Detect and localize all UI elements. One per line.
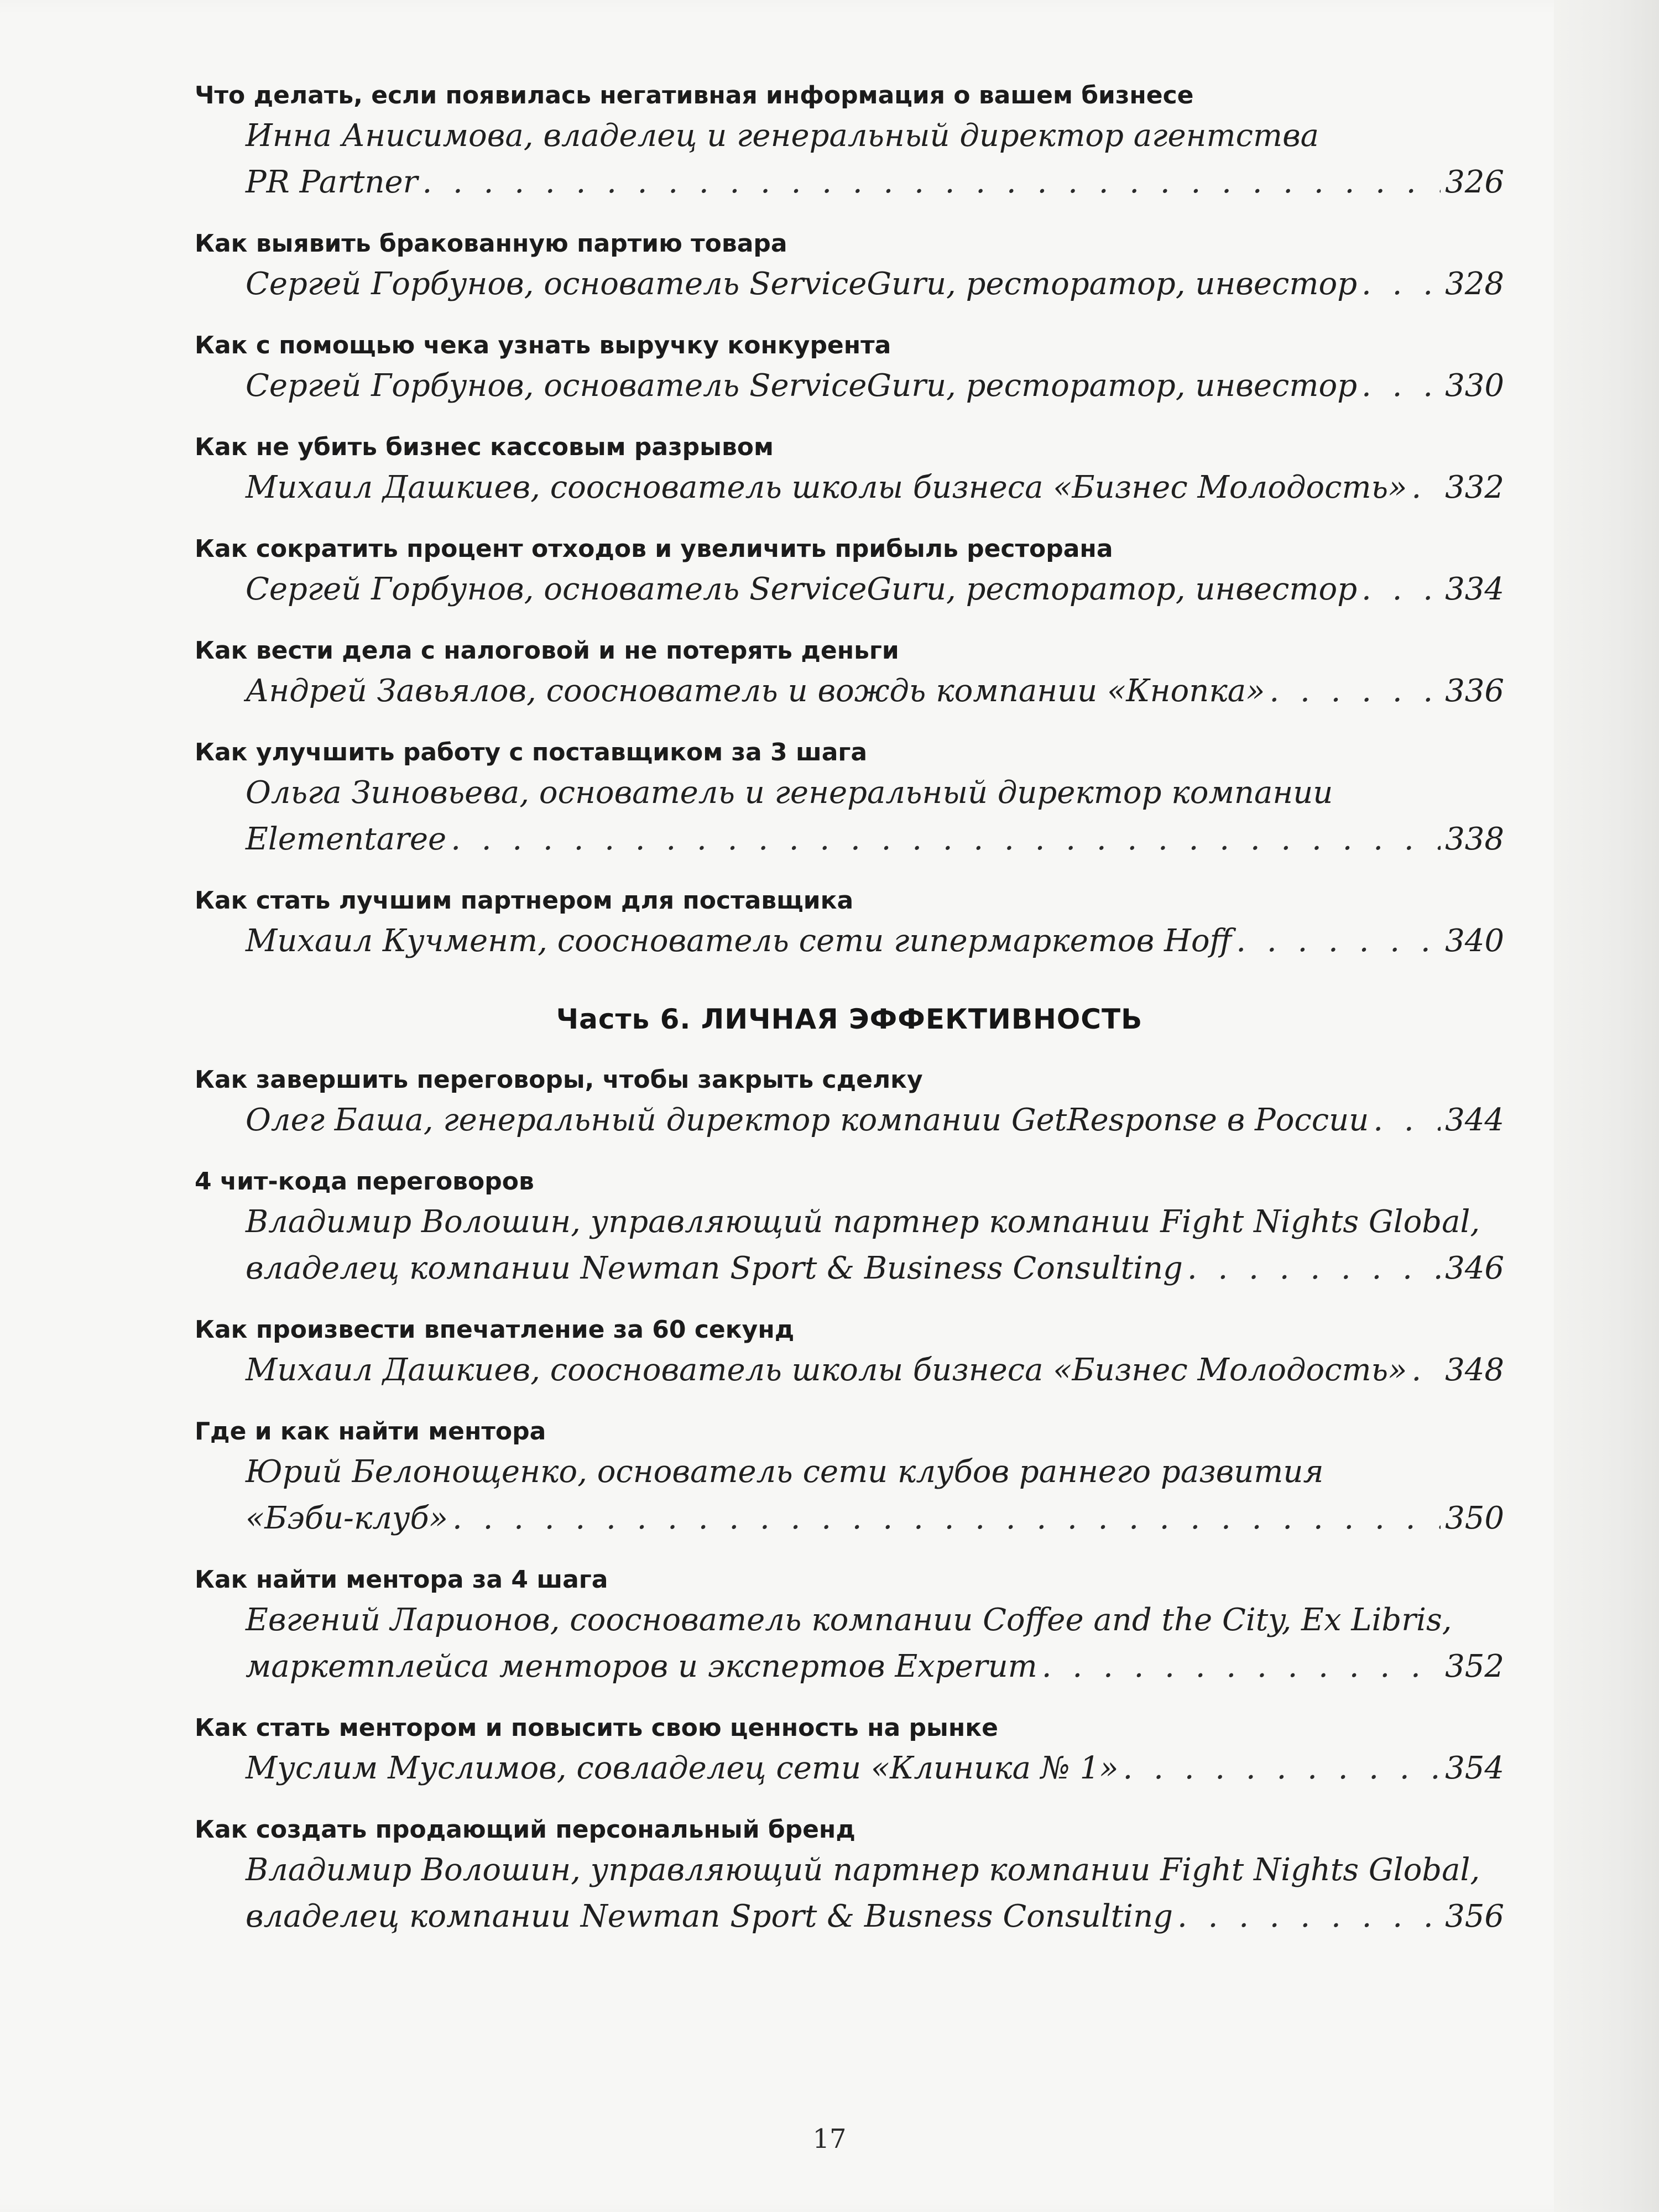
- toc-entry-title: Где и как найти ментора: [195, 1417, 546, 1446]
- toc-entry-author-text: владелец компании Newman Sport & Busness Consulting: [246, 1898, 1173, 1934]
- toc-entry-author-text: Михаил Дашкиев, сооснователь школы бизнеса «Бизнес Молодость»: [246, 1352, 1407, 1388]
- dot-leader: [1361, 261, 1441, 307]
- toc-entry-page: 354: [1445, 1750, 1504, 1786]
- dot-leader: [1236, 918, 1441, 964]
- toc-entry-author: [195, 1495, 1504, 1542]
- dot-leader: [1177, 1893, 1441, 1940]
- toc-entry-author: [195, 465, 1504, 511]
- toc-entry: [195, 227, 1504, 307]
- toc-entry-author: [195, 1644, 1504, 1690]
- dot-leader: [1373, 1097, 1441, 1144]
- toc-entry-title: Как не убить бизнес кассовым разрывом: [195, 433, 774, 461]
- toc-entry-author: [195, 261, 1504, 307]
- dot-leader: [422, 159, 1441, 206]
- toc-entry-author: [195, 816, 1504, 863]
- toc-entry-author: [195, 918, 1504, 964]
- dot-leader: [1411, 1347, 1441, 1394]
- toc-entry-title: Как сократить процент отходов и увеличить прибыль ресторана: [195, 535, 1113, 563]
- toc-entry-page: 334: [1445, 571, 1504, 607]
- toc-entry-page: 330: [1445, 368, 1504, 404]
- toc-entry-author: [195, 1347, 1504, 1394]
- toc-entry-author: [195, 1245, 1504, 1292]
- part-heading: Часть 6. ЛИЧНАЯ ЭФФЕКТИВНОСТЬ: [556, 1003, 1143, 1035]
- toc-entry-page: 346: [1445, 1250, 1504, 1286]
- toc-entry: [195, 1313, 1504, 1394]
- toc-entry: [195, 884, 1504, 964]
- toc-entry-page: 344: [1445, 1102, 1504, 1138]
- toc-entry-author: [195, 1745, 1504, 1792]
- toc-entry-author-text: владелец компании Newman Sport & Business Consulting: [246, 1250, 1183, 1286]
- toc-entry-title: Как выявить бракованную партию товара: [195, 229, 787, 258]
- toc-entry-author-text: Олег Баша, генеральный директор компании GetResponse в России: [246, 1102, 1369, 1138]
- toc-entry-title: Как с помощью чека узнать выручку конкурента: [195, 331, 891, 359]
- toc-entry-author-text: Муслим Муслимов, совладелец сети «Клиника № 1»: [246, 1750, 1119, 1786]
- toc-entry-page: 328: [1445, 266, 1504, 302]
- dot-leader: [1187, 1245, 1441, 1292]
- toc-entry-author: Ольга Зиновьева, основатель и генеральный директор компании: [246, 775, 1333, 811]
- toc-entry-author-text: Михаил Дашкиев, сооснователь школы бизнеса «Бизнес Молодость»: [246, 469, 1407, 505]
- toc-entry-page: 340: [1445, 923, 1504, 959]
- toc-entry-author: [195, 363, 1504, 409]
- toc-entry-page: 348: [1445, 1352, 1504, 1388]
- toc-group-part6: [195, 1063, 1504, 1940]
- toc-entry-author: Владимир Волошин, управляющий партнер компании Fight Nights Global,: [246, 1852, 1480, 1888]
- toc-entry-title: Как вести дела с налоговой и не потерять деньги: [195, 637, 899, 665]
- toc-entry: [195, 430, 1504, 511]
- toc-entry-author: Евгений Ларионов, сооснователь компании Coffee and the City, Ex Libris,: [246, 1602, 1452, 1638]
- toc-entry: [195, 1063, 1504, 1144]
- toc-entry-page: 350: [1445, 1500, 1504, 1536]
- dot-leader: [1269, 668, 1441, 714]
- toc-entry-page: 336: [1445, 673, 1504, 709]
- toc-entry-author: Юрий Белонощенко, основатель сети клубов раннего развития: [246, 1454, 1324, 1490]
- dot-leader: [1361, 363, 1441, 409]
- dot-leader: [1123, 1745, 1441, 1792]
- toc-entry-title: Как найти ментора за 4 шага: [195, 1566, 608, 1594]
- toc-entry: [195, 735, 1504, 863]
- table-of-contents: [195, 79, 1504, 1961]
- dot-leader: [452, 1495, 1441, 1542]
- toc-entry-author-text: Сергей Горбунов, основатель ServiceGuru, ресторатор, инвестор: [246, 571, 1358, 607]
- toc-entry-author-text: «Бэби-клуб»: [246, 1500, 448, 1536]
- toc-group-part5: [195, 79, 1504, 964]
- toc-entry-title: Как стать лучшим партнером для поставщика: [195, 886, 854, 915]
- toc-entry-author: Владимир Волошин, управляющий партнер компании Fight Nights Global,: [246, 1204, 1480, 1240]
- toc-entry-author: [195, 1893, 1504, 1940]
- dot-leader: [451, 816, 1441, 863]
- toc-entry-author-text: Михаил Кучмент, сооснователь сети гипермаркетов Hoff: [246, 923, 1232, 959]
- toc-entry-page: 356: [1445, 1898, 1504, 1934]
- toc-entry-page: 352: [1445, 1648, 1504, 1684]
- toc-entry: [195, 328, 1504, 409]
- page-edge-shadow: [1554, 0, 1659, 2212]
- toc-entry-author-text: Elementaree: [246, 821, 447, 857]
- toc-entry-title: Как улучшить работу с поставщиком за 3 шага: [195, 738, 868, 766]
- toc-entry-author: [195, 668, 1504, 714]
- toc-entry-title: 4 чит-кода переговоров: [195, 1167, 534, 1196]
- page-number: 17: [812, 2124, 847, 2154]
- toc-entry-title: Как завершить переговоры, чтобы закрыть сделку: [195, 1066, 923, 1094]
- toc-entry-author: Инна Анисимова, владелец и генеральный директор агентства: [246, 118, 1319, 154]
- toc-entry-author-text: Сергей Горбунов, основатель ServiceGuru, ресторатор, инвестор: [246, 368, 1358, 404]
- toc-entry: [195, 1813, 1504, 1940]
- toc-entry: [195, 532, 1504, 613]
- toc-entry-page: 326: [1445, 164, 1504, 200]
- toc-entry-author-text: Сергей Горбунов, основатель ServiceGuru, ресторатор, инвестор: [246, 266, 1358, 302]
- toc-entry: [195, 1415, 1504, 1542]
- dot-leader: [1361, 566, 1441, 613]
- toc-entry: [195, 1165, 1504, 1292]
- toc-entry-author-text: маркетплейса менторов и экспертов Experum: [246, 1648, 1037, 1684]
- dot-leader: [1411, 465, 1441, 511]
- toc-entry-author-text: Андрей Завьялов, сооснователь и вождь компании «Кнопка»: [246, 673, 1265, 709]
- toc-entry: [195, 1711, 1504, 1792]
- toc-entry-title: Как создать продающий персональный бренд: [195, 1815, 855, 1844]
- toc-entry-title: Как произвести впечатление за 60 секунд: [195, 1316, 795, 1344]
- toc-entry: [195, 79, 1504, 206]
- toc-entry: [195, 634, 1504, 714]
- toc-entry-author: [195, 566, 1504, 613]
- toc-entry-title: Как стать ментором и повысить свою ценность на рынке: [195, 1714, 998, 1742]
- toc-entry: [195, 1563, 1504, 1690]
- toc-entry-title: Что делать, если появилась негативная информация о вашем бизнесе: [195, 81, 1194, 109]
- toc-entry-author: [195, 1097, 1504, 1144]
- dot-leader: [1042, 1644, 1441, 1690]
- toc-entry-page: 332: [1445, 469, 1504, 505]
- toc-entry-author: [195, 159, 1504, 206]
- toc-entry-author-text: PR Partner: [246, 164, 418, 200]
- toc-entry-page: 338: [1445, 821, 1504, 857]
